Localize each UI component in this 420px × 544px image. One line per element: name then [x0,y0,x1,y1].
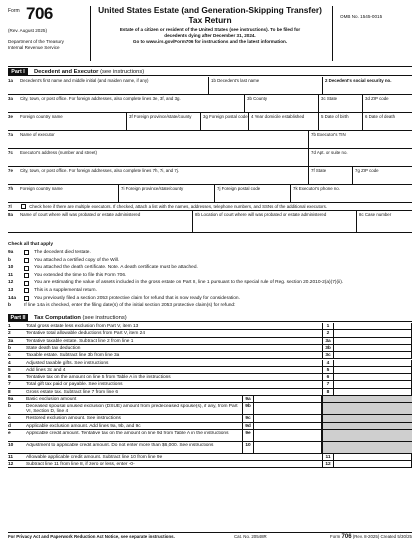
field-label: Name of executor [20,132,55,137]
field-executor-apt[interactable] [308,149,412,166]
row-number: 7a [8,132,13,137]
checklist-item-text: You attached a certified copy of the Will. [34,257,120,263]
line-number-box: 4 [322,360,334,366]
row-decedent-city [8,95,412,113]
field-label: 6 Date of death [365,114,396,119]
shaded-column [322,430,412,441]
footer-form-id [330,533,412,541]
tax-line [8,430,412,442]
form-subtitle-line-1: Estate of a citizen or resident of the United States (see instructions). To be filed for [119,27,301,32]
row-number: 7h [8,186,14,191]
checklist-item-text: The decedent died testate. [34,250,91,255]
row-number: 7l [8,204,12,209]
tax-line-text: Taxable estate. Subtract line 3b from line 3a [26,353,120,359]
field-court-name[interactable] [8,211,192,232]
tax-line-key: 3a [8,338,14,344]
tax-line-text: Basic exclusion amount [26,397,77,402]
part-1-tag: Part I [8,68,28,76]
tax-line [8,330,412,337]
tax-line-key: 10 [8,442,14,448]
field-decedent-zip[interactable] [362,95,412,112]
row-number: 3e [8,114,13,119]
tax-line-key: b [8,345,11,351]
line-number-box: 9d [242,423,254,429]
field-label: City, town, or post office. For foreign addresses, also complete lines 7h, 7i, and 7j. [20,168,179,173]
line-number-box: 3b [322,345,334,351]
part-1-title-text: Decedent and Executor [34,69,99,75]
multiple-executors-line [8,203,412,210]
footer-form-number: 706 [341,534,352,540]
checklist-item-text: This is a supplemental return. [34,288,97,293]
checklist-item [8,249,412,257]
checkbox[interactable] [24,288,29,293]
tax-line [8,423,412,430]
amount-field[interactable] [334,454,412,460]
checklist-item [8,287,412,295]
field-label: Foreign country name [20,114,63,119]
checklist-item-text: You extended the time to file this Form 706. [34,272,127,278]
tax-line-key: 11 [8,454,14,460]
tax-line-text: Tentative total allowable deductions from Part V, item 24 [26,331,146,337]
tax-line [8,454,412,461]
part-1-banner [8,68,412,76]
field-case-number[interactable] [356,211,412,232]
amount-field[interactable] [334,360,412,366]
tax-line-text: Tentative tax on the amount on line 5 from Table A in the instructions [26,375,171,381]
row-executor-name [8,131,412,149]
checklist-item-key: 9a [8,250,14,255]
tax-line [8,374,412,381]
row-decedent-foreign [8,113,412,131]
field-label: 5 Date of birth [321,114,349,119]
tax-line [8,403,412,415]
field-executor-foreign-postal[interactable] [214,185,290,202]
checkbox-multiple-executors[interactable] [21,204,26,209]
field-decedent-first-name[interactable] [8,77,208,94]
row-number: 3a [8,96,13,101]
tax-line-text: Adjusted taxable gifts. See instructions [26,360,109,366]
part-2-title-note: (see instructions) [82,315,127,321]
field-executor-zip[interactable] [352,167,412,184]
checklist-item [8,295,412,303]
amount-field[interactable] [254,430,322,441]
field-executor-foreign-province[interactable] [118,185,214,202]
checklist-item-key: 12 [8,280,14,286]
field-year-domicile[interactable] [248,113,318,130]
amount-field[interactable] [254,442,322,453]
tax-line-text: Allowable applicable credit amount. Subtract line 10 from line 9e [26,454,163,460]
row-executor-city [8,167,412,185]
tax-line-text: State death tax deduction [26,345,81,351]
checklist-item-key: b [8,257,11,263]
field-decedent-city[interactable] [8,95,244,112]
tax-line-key: 1 [8,324,11,329]
field-label: 1b Decedent's last name [211,78,260,83]
row-executor-address [8,149,412,167]
line-number-box: 6 [322,374,334,380]
field-label: 7f State [311,168,327,173]
tax-line [8,360,412,367]
amount-field[interactable] [254,415,322,421]
row-number: 7c [8,150,13,155]
header-divider-left [90,6,91,61]
tax-line-key: 6 [8,375,11,381]
checklist-item-text: You are estimating the value of assets included in the gross estate on Part II, line 1 pursuant to the special rule of Reg. section 20.2010-2(a)(7)(ii). [34,280,344,286]
field-label: 7k Executor's phone no. [293,186,340,191]
part-1-title-note: (see instructions) [100,69,145,75]
field-decedent-foreign-country[interactable] [8,113,126,130]
department-line-1: Department of the Treasury [8,39,64,44]
amount-field[interactable] [334,389,412,395]
tax-line-key: d [8,423,11,429]
row-number: 7e [8,168,13,173]
tax-line-key: 7 [8,382,11,388]
row-number: 1a [8,78,13,83]
field-executor-tin[interactable] [308,131,412,148]
form-title-line-1: United States Estate (and Generation-Skipping Transfer) [98,5,322,15]
amount-field[interactable] [334,381,412,387]
checklist-item [8,257,412,265]
field-date-of-death[interactable] [362,113,412,130]
form-number: 706 [26,4,53,23]
amount-field[interactable] [334,374,412,380]
form-revision: (Rev. August 2025) [8,28,47,33]
row-multiple-executors [8,203,412,211]
line-number-box: 9a [242,396,254,402]
checklist-item-text: You attached the death certificate. Note. A death certificate must be attached. [34,265,198,271]
tax-line-text: Subtract line 11 from line 8, if zero or less, enter -0- [26,462,135,468]
tax-line [8,461,412,468]
amount-field[interactable] [334,352,412,358]
tax-line-key: e [8,430,11,436]
checklist-item [8,272,412,280]
line-number-box: 3c [322,352,334,358]
line-number-box: 7 [322,381,334,387]
amount-field[interactable] [334,338,412,344]
checklist-item-key: 11 [8,272,14,278]
department-line-2: Internal Revenue Service [8,45,60,50]
row-decedent-name [8,77,412,95]
form-title-block [92,6,328,44]
checklist-item [8,264,412,272]
amount-field[interactable] [334,345,412,351]
shaded-column [322,396,412,402]
field-decedent-state[interactable] [318,95,362,112]
checklist-item-key: b [8,303,11,309]
field-executor-name[interactable] [8,131,308,148]
field-executor-city[interactable] [8,167,308,184]
field-label: 3d ZIP code [365,96,389,101]
field-label: 8b Location of court where will was probated or estate administered [195,212,327,217]
tax-line-key: 2 [8,331,11,337]
part-2-tag: Part II [8,314,28,322]
checkbox[interactable] [24,281,29,286]
field-label: 7j Foreign postal code [217,186,261,191]
checkbox[interactable] [24,250,29,255]
line-number-box: 10 [242,442,254,453]
form-title-line-2: Tax Return [188,14,232,25]
field-executor-foreign-country[interactable] [8,185,118,202]
checkbox[interactable] [24,266,29,271]
checkbox[interactable] [24,273,29,278]
field-label: Decedent's first name and middle initial (and maiden name, if any) [20,78,149,83]
field-decedent-last-name[interactable] [208,77,322,94]
field-label: 7g ZIP code [355,168,379,173]
field-label: 8c Case number [359,212,392,217]
row-executor-foreign [8,185,412,203]
amount-field[interactable] [334,330,412,336]
field-decedent-ssn[interactable] [322,77,412,94]
row-court [8,211,412,233]
part-2-banner [8,314,412,322]
checklist-heading: Check all that apply [8,242,54,247]
shaded-column [322,403,412,414]
shaded-column [322,442,412,453]
tax-line-key: 12 [8,462,14,468]
form-header [8,6,412,68]
tax-line-key: c [8,416,11,422]
checklist-item-text: If line 14a is checked, enter the filing date(s) of the initial section 2053 protective claim(s) for refund: [24,303,236,309]
checklist-item-text: You previously filed a section 2053 protective claim for refund that is now ready for consideration. [34,295,240,301]
field-label: 7d Apt. or suite no. [311,150,348,155]
checklist-item-key: 10 [8,265,14,271]
line-number-box: 9b [242,403,254,414]
tax-line-key: 4 [8,360,11,366]
field-executor-state[interactable] [308,167,352,184]
privacy-notice: For Privacy Act and Paperwork Reduction Act Notice, see separate instructions. [8,534,175,539]
tax-line [8,396,412,403]
amount-field[interactable] [254,403,322,414]
tax-line-text: Total gross estate less exclusion from Part V, item 13 [26,324,139,329]
field-executor-address[interactable] [8,149,308,166]
line-number-box: 5 [322,367,334,373]
field-decedent-foreign-province[interactable] [126,113,200,130]
amount-field[interactable] [334,461,412,467]
line-number-box: 9c [242,415,254,421]
tax-line [8,352,412,359]
form-subtitle-line-3: Go to www.irs.gov/Form706 for instructions and the latest information. [132,38,288,44]
amount-field[interactable] [254,423,322,429]
checklist-item [8,302,412,310]
field-label: 3c State [321,96,338,101]
amount-field[interactable] [254,396,322,402]
field-decedent-foreign-postal[interactable] [200,113,248,130]
line-number-box: 11 [322,454,334,460]
tax-line-key: 8 [8,389,11,395]
checklist-item [8,279,412,287]
tax-line [8,323,412,330]
tax-line-key: 9a [8,397,14,402]
field-label: 2 Decedent's social security no. [325,78,392,83]
tax-line-key: b [8,404,11,410]
part-1-title [34,68,144,76]
checklist-item-key: 14a [8,295,17,301]
line-number-box: 9e [242,430,254,441]
footer-revision: (Rev. 8-2025) Created 5/30/25 [352,534,412,539]
part-2-title-text: Tax Computation [34,315,81,321]
tax-line-text: Add lines 3c and 4 [26,367,66,373]
line-number-box: 1 [322,323,334,329]
form-subtitle-line-2: decedents dying after December 31, 2024. [164,32,256,38]
field-executor-phone[interactable] [290,185,412,202]
line-number-box: 8 [322,389,334,395]
field-label: City, town, or post office. For foreign addresses, also complete lines 3e, 3f, and 3g. [20,96,181,101]
amount-field[interactable] [334,323,412,329]
field-label: Check here if there are multiple executors. If checked, attach a list with the names, addresses, telephone numbers, and SSNs of the additional executors. [29,204,327,209]
field-label: 3f Foreign province/state/county [129,114,192,119]
line-number-box: 12 [322,461,334,467]
amount-field[interactable] [334,367,412,373]
form-label: Form [8,8,20,14]
field-label: 7b Executor's TIN [311,132,346,137]
checkbox[interactable] [24,296,29,301]
field-label: 7i Foreign province/state/county [121,186,184,191]
tax-line [8,381,412,388]
footer-form-word: Form [330,534,341,539]
tax-line-text: Applicable credit amount. Tentative tax on the amount on line 9d from Table A in the instructions [26,430,229,436]
field-label: 3g Foreign postal code [203,114,248,119]
header-divider-right [332,6,333,61]
tax-line-text: Tentative taxable estate. Subtract line 2 from line 1 [26,338,134,344]
part-2-title [34,314,127,322]
tax-line [8,442,412,454]
field-court-location[interactable] [192,211,356,232]
tax-line [8,345,412,352]
tax-line [8,338,412,345]
checkbox[interactable] [24,258,29,263]
tax-line [8,415,412,422]
field-decedent-county[interactable] [244,95,318,112]
tax-line-text: Deceased spousal unused exclusion (DSUE) amount from predeceased spouse(s), if any, from Part VI, Section D, line 4 [26,404,238,415]
checklist-item-key: 13 [8,288,14,293]
line-number-box: 3a [322,338,334,344]
field-label: Name of court where will was probated or estate administered [20,212,141,217]
tax-line-text: Gross estate tax. Subtract line 7 from line 6 [26,389,118,395]
tax-line-text: Applicable exclusion amount. Add lines 9a, 9b, and 9c [26,423,141,429]
tax-line-text: Restored exclusion amount. See instructions [26,416,121,422]
row-number: 8a [8,212,13,217]
tax-line [8,367,412,374]
omb-number: OMB No. 1545-0015 [340,14,383,19]
tax-line-key: 5 [8,367,11,373]
field-label: Executor's address (number and street) [20,150,97,155]
line-number-box: 2 [322,330,334,336]
field-label: 3b County [247,96,268,101]
catalog-number: Cat. No. 20548R [234,534,267,539]
field-date-of-birth[interactable] [318,113,362,130]
shaded-column [322,423,412,429]
form-footer [8,532,412,540]
field-label: 4 Year domicile established [251,114,305,119]
department-block [8,39,64,51]
shaded-column [322,415,412,421]
tax-line-key: c [8,353,11,359]
field-label: Foreign country name [20,186,63,191]
tax-line [8,389,412,396]
tax-line-text: Total gift tax paid or payable. See instructions [26,382,123,388]
tax-line-text: Adjustment to applicable credit amount. Do not enter more than $6,000. See instructions [26,442,214,448]
